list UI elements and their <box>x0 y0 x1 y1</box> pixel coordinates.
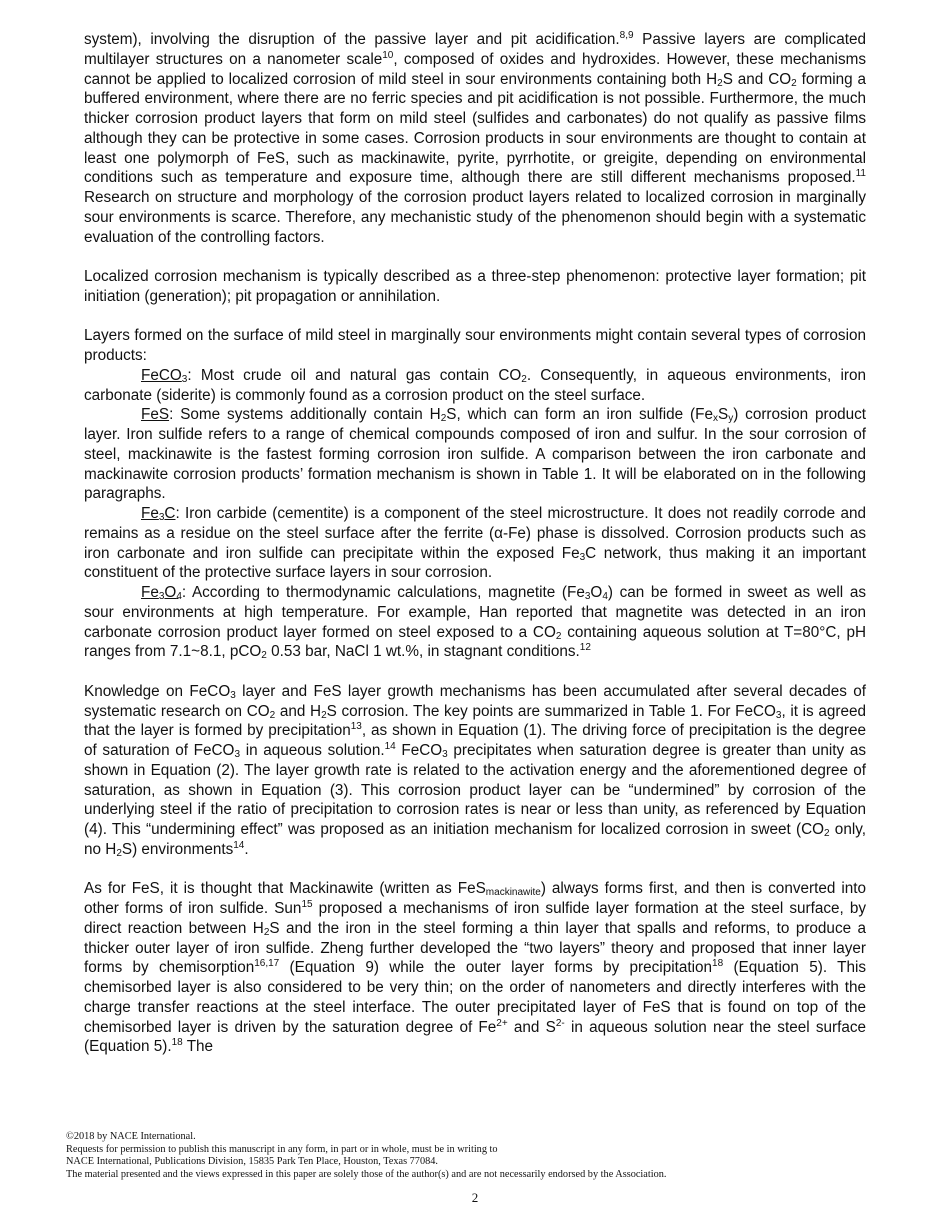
paragraph-passive-layers: system), involving the disruption of the passive layer and pit acidification.$^{8,9}$ Passive layers are complicated multilayer structures on a nanometer scale$^{10}$, composed of oxides and hydroxides. However, these mechanisms cannot be applied to localized corrosion of mild steel in sour environments containing both $H_2S$ and $CO_2$ forming a buffered environment, where there are no ferric species and pit acidification is not possible. Furthermore, the much thicker corrosion product layers that form on mild steel (sulfides and carbonates) do not qualify as passive films although they can be protective in some cases. Corrosion products in sour environments are thought to contain at least one polymorph of FeS, such as mackinawite, pyrite, pyrrhotite, or greigite, depending on environmental conditions such as temperature and exposure time, although there are still different mechanisms proposed.$^{11}$ Research on structure and morphology of the corrosion product layers related to localized corrosion in marginally sour environments is scarce. Therefore, any mechanistic study of the phenomenon should begin with a systematic evaluation of the controlling factors. <box>84 30 867 246</box>
page-number: 2 <box>471 1190 479 1205</box>
paragraph-growth-mechanisms: Knowledge on FeCO$_3$ layer and FeS layer growth mechanisms has been accumulated after several decades of systematic research on $CO_2$ and $H_2S$ corrosion. The key points are summarized in Table 1. For FeCO$_3$, it is agreed that the layer is formed by precipitation$^{13}$, as shown in Equation (1). The driving force of precipitation is the degree of saturation of FeCO$_3$ in aqueous solution.$^{14}$ FeCO$_3$ precipitates when saturation degree is greater than unity as shown in Equation (2). The layer growth rate is related to the activation energy and the aforementioned degree of saturation, as shown in Equation (3). This corrosion product layer can be “undermined” by corrosion of the underlying steel if the ratio of precipitation to corrosion rates is near or less than unity, as referenced by Equation (4). This “undermining effect” was proposed as an initiation mechanism for localized corrosion in sweet ($CO_2$ only, no $H_2S$) environments$^{14}$. <box>84 682 867 859</box>
item-fe3o4: $Fe_3O_4$: According to thermodynamic calculations, magnetite $(Fe_3O_4)$ can be formed in sweet as well as sour environments at high temperature. For example, Han reported that magnetite was detected in an iron carbonate corrosion product layer formed on steel exposed to a $CO_2$ containing aqueous solution at T=80°C, pH ranges from 7.1~8.1, pCO$_2$ 0.53 bar, NaCl 1 wt.%, in stagnant conditions.$^{12}$ <box>84 584 866 662</box>
footer-disclaimer: The material presented and the views expressed in this paper are solely those of the author(s) and are not necessarily endorsed by the Association. <box>66 1168 667 1180</box>
label-fes: FeS <box>141 406 170 424</box>
copyright-footer <box>66 1131 886 1181</box>
footer-copyright: ©2018 by NACE International. <box>66 1131 196 1142</box>
label-fe3c: $Fe_3C$ <box>141 505 176 523</box>
label-feco3: FeCO$_3$ <box>141 366 188 385</box>
item-feco3: FeCO$_3$: Most crude oil and natural gas contain $CO_2$. Consequently, in aqueous environments, iron carbonate (siderite) is commonly found as a corrosion product on the steel surface. <box>84 366 867 404</box>
page-body <box>84 30 866 1077</box>
footer-permission: Requests for permission to publish this manuscript in any form, in part or in whole, must be in writing to <box>66 1143 498 1155</box>
paragraph-fes-formation: As for FeS, it is thought that Mackinawite (written as FeS$_{mackinawite}$) always forms first, and then is converted into other forms of iron sulfide. Sun$^{15}$ proposed a mechanisms of iron sulfide layer formation at the steel surface, by direct reaction between $H_2S$ and the iron in the steel forming a thin layer that spalls and reforms, to produce a thicker outer layer of iron sulfide. Zheng further developed the “two layers” theory and proposed that inner layer forms by chemisorption$^{16,17}$ (Equation 9) while the outer layer forms by precipitation$^{18}$ (Equation 5). This chemisorbed layer is also considered to be very thin; on the order of nanometers and directly interferes with the charge transfer reactions at the steel interface. The outer precipitated layer of FeS that is found on top of the chemisorbed layer is driven by the saturation degree of $Fe^{2+}$ and $S^{2-}$ in aqueous solution near the steel surface (Equation 5).$^{18}$ The <box>84 880 867 1056</box>
label-fe3o4: $Fe_3O_4$ <box>141 584 182 602</box>
paragraph-layers-intro: Layers formed on the surface of mild steel in marginally sour environments might contain several types of corrosion products: <box>84 327 866 364</box>
item-fe3c: $Fe_3C$: Iron carbide (cementite) is a component of the steel microstructure. It does not readily corrode and remains as a residue on the steel surface after the ferrite (α-Fe) phase is dissolved. Corrosion products such as iron carbonate and iron sulfide can precipitate within the exposed $Fe_3C$ network, thus making it an important constituent of the protective surface layers in sour corrosion. <box>84 505 866 582</box>
item-fes: FeS: Some systems additionally contain $H_2S$, which can form an iron sulfide $(Fe_xS_y)$ corrosion product layer. Iron sulfide refers to a range of chemical compounds composed of iron and sulfur. In the sour corrosion of steel, mackinawite is the fastest forming corrosion iron sulfide. A comparison between the iron carbonate and mackinawite corrosion products’ formation mechanism is shown in Table 1. It will be elaborated on in the following paragraphs. <box>84 406 867 503</box>
paragraph-three-step: Localized corrosion mechanism is typically described as a three-step phenomenon: protective layer formation; pit initiation (generation); pit propagation or annihilation. <box>84 268 866 305</box>
footer-address: NACE International, Publications Division, 15835 Park Ten Place, Houston, Texas 77084. <box>66 1156 438 1168</box>
